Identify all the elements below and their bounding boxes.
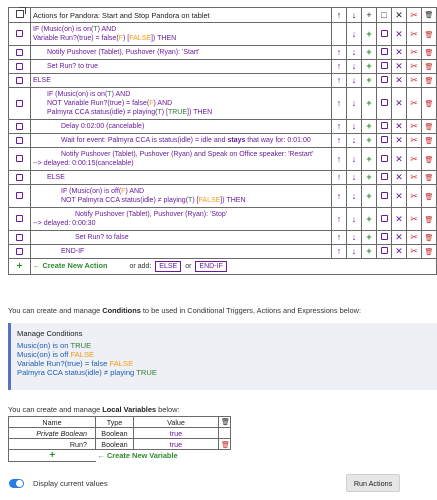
else-button[interactable]: ELSE: [155, 261, 181, 272]
cut-icon[interactable]: ✂: [407, 185, 422, 208]
checkbox-icon[interactable]: [16, 30, 23, 37]
move-up-icon[interactable]: ↑: [332, 74, 347, 88]
delete-x-icon[interactable]: ✕: [392, 208, 407, 231]
action-text-part: ) AND: [153, 100, 173, 107]
disable-checkbox-icon[interactable]: [377, 208, 392, 231]
disable-checkbox-icon[interactable]: [377, 46, 392, 60]
create-new-action-link[interactable]: ← Create New Action: [33, 261, 108, 270]
cut-icon[interactable]: ✂: [407, 231, 422, 245]
select-checkbox[interactable]: [9, 148, 31, 171]
move-down-icon[interactable]: ↓: [347, 185, 362, 208]
delete-x-icon[interactable]: ✕: [392, 134, 407, 148]
cut-icon[interactable]: ✂: [407, 23, 422, 46]
delete-x-icon[interactable]: ✕: [392, 185, 407, 208]
move-up-icon[interactable]: ↑: [332, 245, 347, 259]
disable-checkbox-icon[interactable]: [377, 231, 392, 245]
checkbox-icon[interactable]: [16, 77, 23, 84]
move-up-icon[interactable]: ↑: [332, 148, 347, 171]
disable-checkbox-icon[interactable]: [377, 185, 392, 208]
action-text-part: ]) THEN: [150, 35, 177, 42]
action-text-part: Set Run? to false: [75, 234, 129, 241]
action-text-part: T: [188, 197, 193, 204]
action-text[interactable]: [31, 23, 332, 46]
move-down-icon[interactable]: ↓: [347, 245, 362, 259]
insert-action-icon[interactable]: +: [362, 185, 377, 208]
manage-conditions-title: Manage Conditions: [17, 329, 83, 338]
move-down-icon[interactable]: ↓: [347, 60, 362, 74]
action-text[interactable]: [31, 46, 332, 60]
insert-action-icon[interactable]: +: [362, 120, 377, 134]
create-new-variable-link[interactable]: ← Create New Variable: [97, 451, 178, 461]
delete-header-icon: ✕: [392, 8, 407, 23]
create-variable-cell: [96, 450, 231, 462]
action-row: [9, 46, 437, 60]
delete-x-icon[interactable]: ✕: [392, 231, 407, 245]
move-up-icon[interactable]: ↑: [332, 208, 347, 231]
delete-x-icon[interactable]: ✕: [392, 60, 407, 74]
action-text[interactable]: [31, 185, 332, 208]
move-down-icon[interactable]: ↓: [347, 134, 362, 148]
variable-type: Boolean: [96, 428, 134, 439]
cut-icon[interactable]: ✂: [407, 171, 422, 185]
action-text-part: ELSE: [33, 77, 51, 84]
var-col-value: Value: [134, 417, 219, 428]
add-variable-button[interactable]: +: [9, 450, 96, 462]
action-text-part: stays: [227, 137, 246, 144]
move-down-icon[interactable]: ↓: [347, 74, 362, 88]
action-row: [9, 74, 437, 88]
select-checkbox[interactable]: [9, 88, 31, 120]
action-text-part: F: [149, 100, 154, 107]
action-text-part: Set Run? to true: [47, 63, 98, 70]
cut-icon[interactable]: ✂: [407, 148, 422, 171]
move-down-icon[interactable]: ↓: [347, 208, 362, 231]
move-up-icon[interactable]: ↑: [332, 46, 347, 60]
action-text-part: --> delayed: 0:00:30: [33, 220, 96, 227]
disable-checkbox-icon[interactable]: [377, 120, 392, 134]
condition-text: Music(on) is on: [17, 341, 71, 350]
action-text-part: ) AND: [111, 91, 131, 98]
move-up-icon[interactable]: ↑: [332, 60, 347, 74]
variable-row: [9, 428, 231, 439]
disable-checkbox-icon[interactable]: [377, 171, 392, 185]
var-col-trash-icon: 🗑: [219, 417, 231, 428]
checkbox-icon[interactable]: [16, 123, 23, 130]
cut-header-icon: ✂: [407, 8, 422, 23]
action-text[interactable]: [31, 120, 332, 134]
action-text-part: Variable Run?(true) = false(: [33, 35, 119, 42]
or-label: or: [185, 263, 192, 270]
action-text[interactable]: [31, 74, 332, 88]
disable-checkbox-icon[interactable]: [377, 60, 392, 74]
action-text-part: ]) THEN: [220, 197, 246, 204]
insert-action-icon[interactable]: +: [362, 60, 377, 74]
move-up-icon[interactable]: ↑: [332, 231, 347, 245]
action-text-part: IF (Music(on) is off(: [61, 188, 122, 195]
var-col-name: Name: [9, 417, 96, 428]
cut-icon[interactable]: ✂: [407, 88, 422, 120]
condition-text: Palmyra CCA status(idle) ≠ playing: [17, 368, 137, 377]
var-col-type: Type: [96, 417, 134, 428]
action-text[interactable]: [31, 60, 332, 74]
condition-item[interactable]: [17, 350, 431, 359]
trash-icon[interactable]: 🗑: [422, 23, 437, 46]
local-variables-table: [8, 416, 231, 462]
checkbox-icon[interactable]: [16, 215, 23, 222]
checkbox-icon[interactable]: [16, 137, 23, 144]
add-action-row: [9, 259, 437, 275]
trash-icon[interactable]: 🗑: [422, 60, 437, 74]
move-up-icon[interactable]: ↑: [332, 88, 347, 120]
insert-action-icon[interactable]: +: [362, 134, 377, 148]
action-text-part: on: [64, 26, 72, 33]
select-checkbox[interactable]: [9, 23, 31, 46]
move-down-icon[interactable]: ↓: [347, 46, 362, 60]
delete-x-icon[interactable]: ✕: [392, 148, 407, 171]
insert-action-icon[interactable]: +: [362, 88, 377, 120]
or-add-label: or add:: [129, 263, 152, 270]
action-text-part: Notify Pushover (Tablet), Pushover (Ryan): 'Stop': [75, 211, 228, 218]
trash-icon[interactable]: 🗑: [422, 46, 437, 60]
action-text-part: T: [157, 109, 162, 116]
cut-icon[interactable]: ✂: [407, 245, 422, 259]
variable-value[interactable]: true: [134, 439, 219, 450]
condition-value: TRUE: [70, 341, 92, 350]
action-row: [9, 134, 437, 148]
action-text-part: ) AND: [125, 188, 145, 195]
action-row: [9, 185, 437, 208]
action-text[interactable]: [31, 208, 332, 231]
trash-icon[interactable]: 🗑: [422, 120, 437, 134]
action-text-part: Palmyra CCA status(idle) ≠ playing(: [47, 109, 158, 116]
action-text-part: that way for: 0:01:00: [245, 137, 311, 144]
delete-variable-icon[interactable]: [219, 428, 231, 439]
actions-header: [31, 8, 332, 23]
action-row: [9, 23, 437, 46]
cut-icon[interactable]: ✂: [407, 134, 422, 148]
add-action-cell: [31, 259, 437, 275]
copy-icon[interactable]: [9, 8, 31, 23]
cut-icon[interactable]: ✂: [407, 46, 422, 60]
checkbox-icon[interactable]: [16, 248, 23, 255]
run-actions-button[interactable]: Run Actions: [346, 474, 400, 492]
action-text-part: IF (Music(on) is on(: [47, 91, 108, 98]
move-down-icon[interactable]: ↓: [347, 148, 362, 171]
action-text-part: FALSE: [129, 35, 151, 42]
insert-action-icon[interactable]: +: [362, 148, 377, 171]
cut-icon[interactable]: ✂: [407, 120, 422, 134]
action-text-part: NOT Palmyra CCA status(idle) ≠ playing(: [61, 197, 189, 204]
action-text-part: Notify Pushover (Tablet), Pushover (Ryan) and Speak on Office speaker: 'Restart': [61, 151, 314, 158]
select-checkbox[interactable]: [9, 208, 31, 231]
disable-checkbox-icon[interactable]: [377, 134, 392, 148]
add-action-button[interactable]: +: [9, 259, 31, 275]
delete-variable-icon[interactable]: 🗑: [219, 439, 231, 450]
action-text-part: ) [: [122, 35, 130, 42]
variable-row: [9, 439, 231, 450]
condition-item[interactable]: [17, 359, 431, 368]
action-text-part: ) is on(: [71, 26, 94, 33]
actions-header-label: Actions for: [33, 10, 68, 20]
insert-action-icon[interactable]: +: [362, 208, 377, 231]
action-row: [9, 120, 437, 134]
move-down-icon[interactable]: ↓: [347, 171, 362, 185]
display-values-label: Display current values: [33, 479, 108, 488]
action-text[interactable]: [31, 231, 332, 245]
insert-header-icon: +: [362, 8, 377, 23]
disable-checkbox-icon[interactable]: [377, 74, 392, 88]
cut-icon[interactable]: ✂: [407, 60, 422, 74]
insert-action-icon[interactable]: +: [362, 171, 377, 185]
trash-icon[interactable]: 🗑: [422, 171, 437, 185]
action-text-part: F: [118, 35, 123, 42]
insert-action-icon[interactable]: +: [362, 231, 377, 245]
action-text-part: END-IF: [61, 248, 85, 255]
delete-x-icon[interactable]: ✕: [392, 245, 407, 259]
select-checkbox[interactable]: [9, 185, 31, 208]
action-text-part: T: [93, 26, 98, 33]
action-text[interactable]: [31, 171, 332, 185]
checkbox-icon[interactable]: [16, 174, 23, 181]
action-text-part: F: [121, 188, 126, 195]
delete-x-icon[interactable]: ✕: [392, 88, 407, 120]
delete-x-icon[interactable]: ✕: [392, 74, 407, 88]
checkbox-icon[interactable]: [16, 192, 23, 199]
variables-info: You can create and manage Local Variables below:: [8, 405, 180, 414]
condition-text: Music(on) is off: [17, 350, 71, 359]
select-checkbox[interactable]: [9, 60, 31, 74]
disable-checkbox-icon[interactable]: [377, 88, 392, 120]
action-text-part: ) [: [192, 197, 199, 204]
end-if-button[interactable]: END-IF: [195, 261, 226, 272]
trash-icon[interactable]: 🗑: [422, 208, 437, 231]
action-text-part: IF (Music(: [33, 26, 65, 33]
action-text[interactable]: [31, 134, 332, 148]
display-values-toggle[interactable]: [9, 479, 24, 488]
action-row: [9, 231, 437, 245]
condition-value: FALSE: [70, 350, 95, 359]
action-text[interactable]: [31, 245, 332, 259]
checkbox-icon[interactable]: [16, 49, 23, 56]
disable-checkbox-icon[interactable]: [377, 245, 392, 259]
select-checkbox[interactable]: [9, 231, 31, 245]
select-checkbox[interactable]: [9, 74, 31, 88]
trash-header-icon: 🗑: [422, 8, 437, 23]
select-checkbox[interactable]: [9, 134, 31, 148]
delete-x-icon[interactable]: ✕: [392, 171, 407, 185]
select-checkbox[interactable]: [9, 245, 31, 259]
actions-table: [8, 7, 437, 275]
move-up-header-icon: ↑: [332, 8, 347, 23]
delete-x-icon[interactable]: ✕: [392, 120, 407, 134]
action-text-part: --> delayed: 0:00:15(cancelable): [33, 160, 134, 167]
condition-item[interactable]: [17, 341, 431, 350]
trash-icon[interactable]: 🗑: [422, 134, 437, 148]
variable-type: Boolean: [96, 439, 134, 450]
move-up-icon[interactable]: ↑: [332, 185, 347, 208]
move-up-icon[interactable]: ↑: [332, 171, 347, 185]
trash-icon[interactable]: 🗑: [422, 185, 437, 208]
move-down-header-icon: ↓: [347, 8, 362, 23]
trash-icon[interactable]: 🗑: [422, 74, 437, 88]
variable-value[interactable]: true: [134, 428, 219, 439]
action-text-part: Delay 0:02:00 (cancelable): [61, 123, 145, 130]
insert-action-icon[interactable]: +: [362, 23, 377, 46]
action-text-part: FALSE: [198, 197, 221, 204]
disable-checkbox-icon[interactable]: [377, 148, 392, 171]
action-text-part: ]) THEN: [187, 109, 213, 116]
move-up-icon[interactable]: [332, 23, 347, 46]
delete-x-icon[interactable]: ✕: [392, 46, 407, 60]
insert-action-icon[interactable]: +: [362, 46, 377, 60]
condition-item[interactable]: [17, 368, 431, 377]
action-text-part: ) AND: [97, 26, 117, 33]
action-text-part: Wait for event: Palmyra CCA is status(idle) = idle and: [61, 137, 228, 144]
condition-value: TRUE: [136, 368, 157, 377]
disable-header-icon: □: [377, 8, 392, 23]
move-up-icon[interactable]: ↑: [332, 134, 347, 148]
action-row: [9, 245, 437, 259]
action-text-part: ELSE: [47, 174, 65, 181]
action-text-part: Notify Pushover (Tablet), Pushover (Ryan): 'Start': [47, 49, 200, 56]
trash-icon[interactable]: 🗑: [422, 245, 437, 259]
select-checkbox[interactable]: [9, 171, 31, 185]
manage-conditions-panel: [8, 323, 437, 390]
rule-title: Pandora: Start and Stop Pandora on tablet: [69, 10, 210, 20]
condition-text: Variable Run?(true) = false: [17, 359, 110, 368]
action-text-part: T: [107, 91, 112, 98]
action-row: [9, 88, 437, 120]
move-up-icon[interactable]: ↑: [332, 120, 347, 134]
trash-icon[interactable]: 🗑: [422, 148, 437, 171]
checkbox-icon[interactable]: [16, 155, 23, 162]
insert-action-icon[interactable]: +: [362, 74, 377, 88]
delete-x-icon[interactable]: ✕: [392, 23, 407, 46]
condition-value: FALSE: [109, 359, 134, 368]
insert-action-icon[interactable]: +: [362, 245, 377, 259]
trash-icon[interactable]: 🗑: [422, 88, 437, 120]
move-down-icon[interactable]: ↓: [347, 231, 362, 245]
action-row: [9, 148, 437, 171]
action-text[interactable]: [31, 88, 332, 120]
move-down-icon[interactable]: ↓: [347, 88, 362, 120]
disable-checkbox-icon[interactable]: [377, 23, 392, 46]
cut-icon[interactable]: ✂: [407, 208, 422, 231]
checkbox-icon[interactable]: [16, 63, 23, 70]
checkbox-icon[interactable]: [16, 234, 23, 241]
select-checkbox[interactable]: [9, 46, 31, 60]
action-row: [9, 60, 437, 74]
move-down-icon[interactable]: ↓: [347, 120, 362, 134]
action-text[interactable]: [31, 148, 332, 171]
action-text-part: TRUE: [167, 109, 188, 116]
variable-name[interactable]: Run?: [9, 439, 96, 450]
move-down-icon[interactable]: ↓: [347, 23, 362, 46]
checkbox-icon[interactable]: [16, 100, 23, 107]
action-text-part: ) [: [161, 109, 168, 116]
trash-icon[interactable]: 🗑: [422, 231, 437, 245]
select-checkbox[interactable]: [9, 120, 31, 134]
action-row: [9, 208, 437, 231]
variable-name[interactable]: Private Boolean: [9, 428, 96, 439]
cut-icon[interactable]: ✂: [407, 74, 422, 88]
conditions-info: You can create and manage Conditions to be used in Conditional Triggers, Actions and Expressions below:: [8, 306, 362, 315]
action-row: [9, 171, 437, 185]
action-text-part: NOT Variable Run?(true) = false(: [47, 100, 150, 107]
